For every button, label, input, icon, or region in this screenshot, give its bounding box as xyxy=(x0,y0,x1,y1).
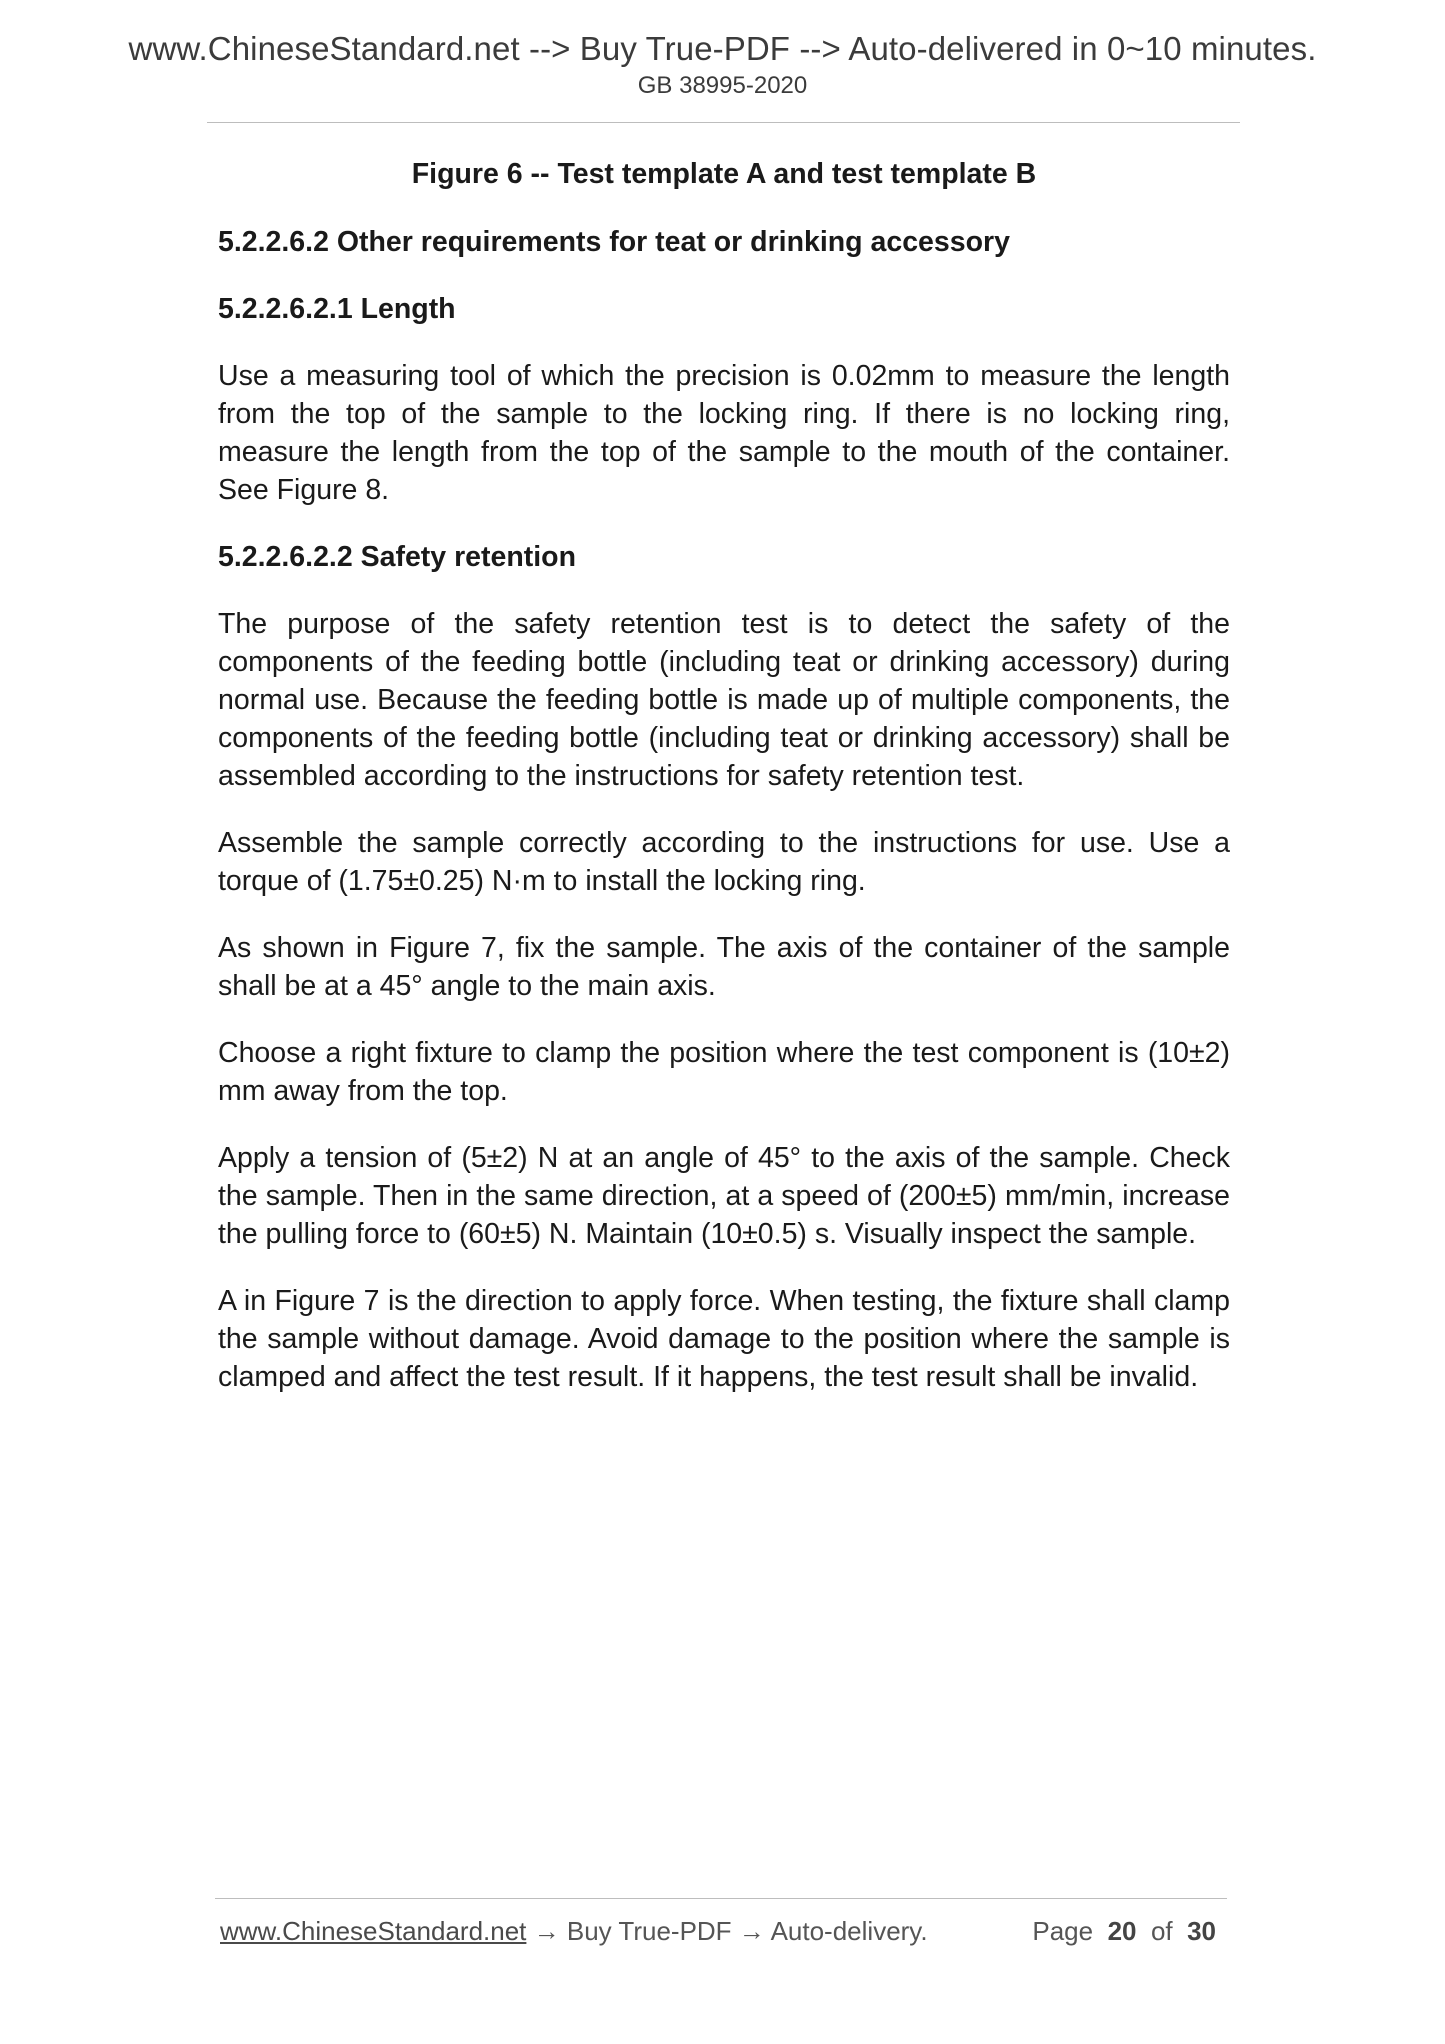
page-of-label: of xyxy=(1150,1916,1173,1946)
standard-code: GB 38995-2020 xyxy=(637,72,808,99)
footer-site-link[interactable]: www.ChineseStandard.net xyxy=(220,1916,527,1946)
figure-caption: Figure 6 -- Test template A and test template B xyxy=(411,158,1037,190)
retention-paragraph: A in Figure 7 is the direction to apply force. When testing, the fixture shall clamp the sample without damage. Avoid damage to the position where the sample is clamped and affect the test result. If it happens, the test result shall be invalid. xyxy=(218,1285,1230,1393)
page-total: 30 xyxy=(1187,1916,1216,1946)
page-label: Page xyxy=(1032,1916,1094,1946)
retention-paragraph: Apply a tension of (5±2) N at an angle of 45° to the axis of the sample. Check the sample. Then in the same direction, at a speed of (200±5) mm/min, increase the pulling force to (60±5) N. Maintain (10±0.5) s. Visually inspect the sample. xyxy=(218,1142,1230,1250)
footer-divider xyxy=(215,1898,1227,1899)
length-paragraph: Use a measuring tool of which the precision is 0.02mm to measure the length from the top of the sample to the locking ring. If there is no locking ring, measure the length from the top of the sample to the mouth of the container. See Figure 8. xyxy=(218,360,1230,506)
section-heading-length: 5.2.2.6.2.1 Length xyxy=(218,293,456,325)
page-footer xyxy=(220,1916,1228,1956)
section-heading-5-2-2-6-2: 5.2.2.6.2 Other requirements for teat or drinking accessory xyxy=(218,226,1010,258)
footer-promo-text: → Buy True-PDF → Auto-delivery. xyxy=(526,1916,928,1946)
footer-promo xyxy=(220,1916,928,1947)
document-body xyxy=(218,155,1230,1425)
page-current: 20 xyxy=(1107,1916,1137,1946)
site-banner: www.ChineseStandard.net --> Buy True-PDF --> Auto-delivered in 0~10 minutes. xyxy=(128,30,1317,67)
retention-paragraph: The purpose of the safety retention test is to detect the safety of the components of the feeding bottle (including teat or drinking accessory) during normal use. Because the feeding bottle is made up of multiple components, the components of the feeding bottle (including teat or drinking accessory) shall be assembled according to the instructions for safety retention test. xyxy=(218,608,1230,792)
page-indicator xyxy=(1032,1916,1216,1947)
retention-paragraph: As shown in Figure 7, fix the sample. The axis of the container of the sample shall be at a 45° angle to the main axis. xyxy=(218,932,1230,1002)
retention-paragraph: Assemble the sample correctly according to the instructions for use. Use a torque of (1.75±0.25) N·m to install the locking ring. xyxy=(218,827,1230,897)
retention-paragraph: Choose a right fixture to clamp the position where the test component is (10±2) mm away from the top. xyxy=(218,1037,1230,1107)
section-heading-safety-retention: 5.2.2.6.2.2 Safety retention xyxy=(218,541,576,573)
header-divider xyxy=(207,122,1240,123)
